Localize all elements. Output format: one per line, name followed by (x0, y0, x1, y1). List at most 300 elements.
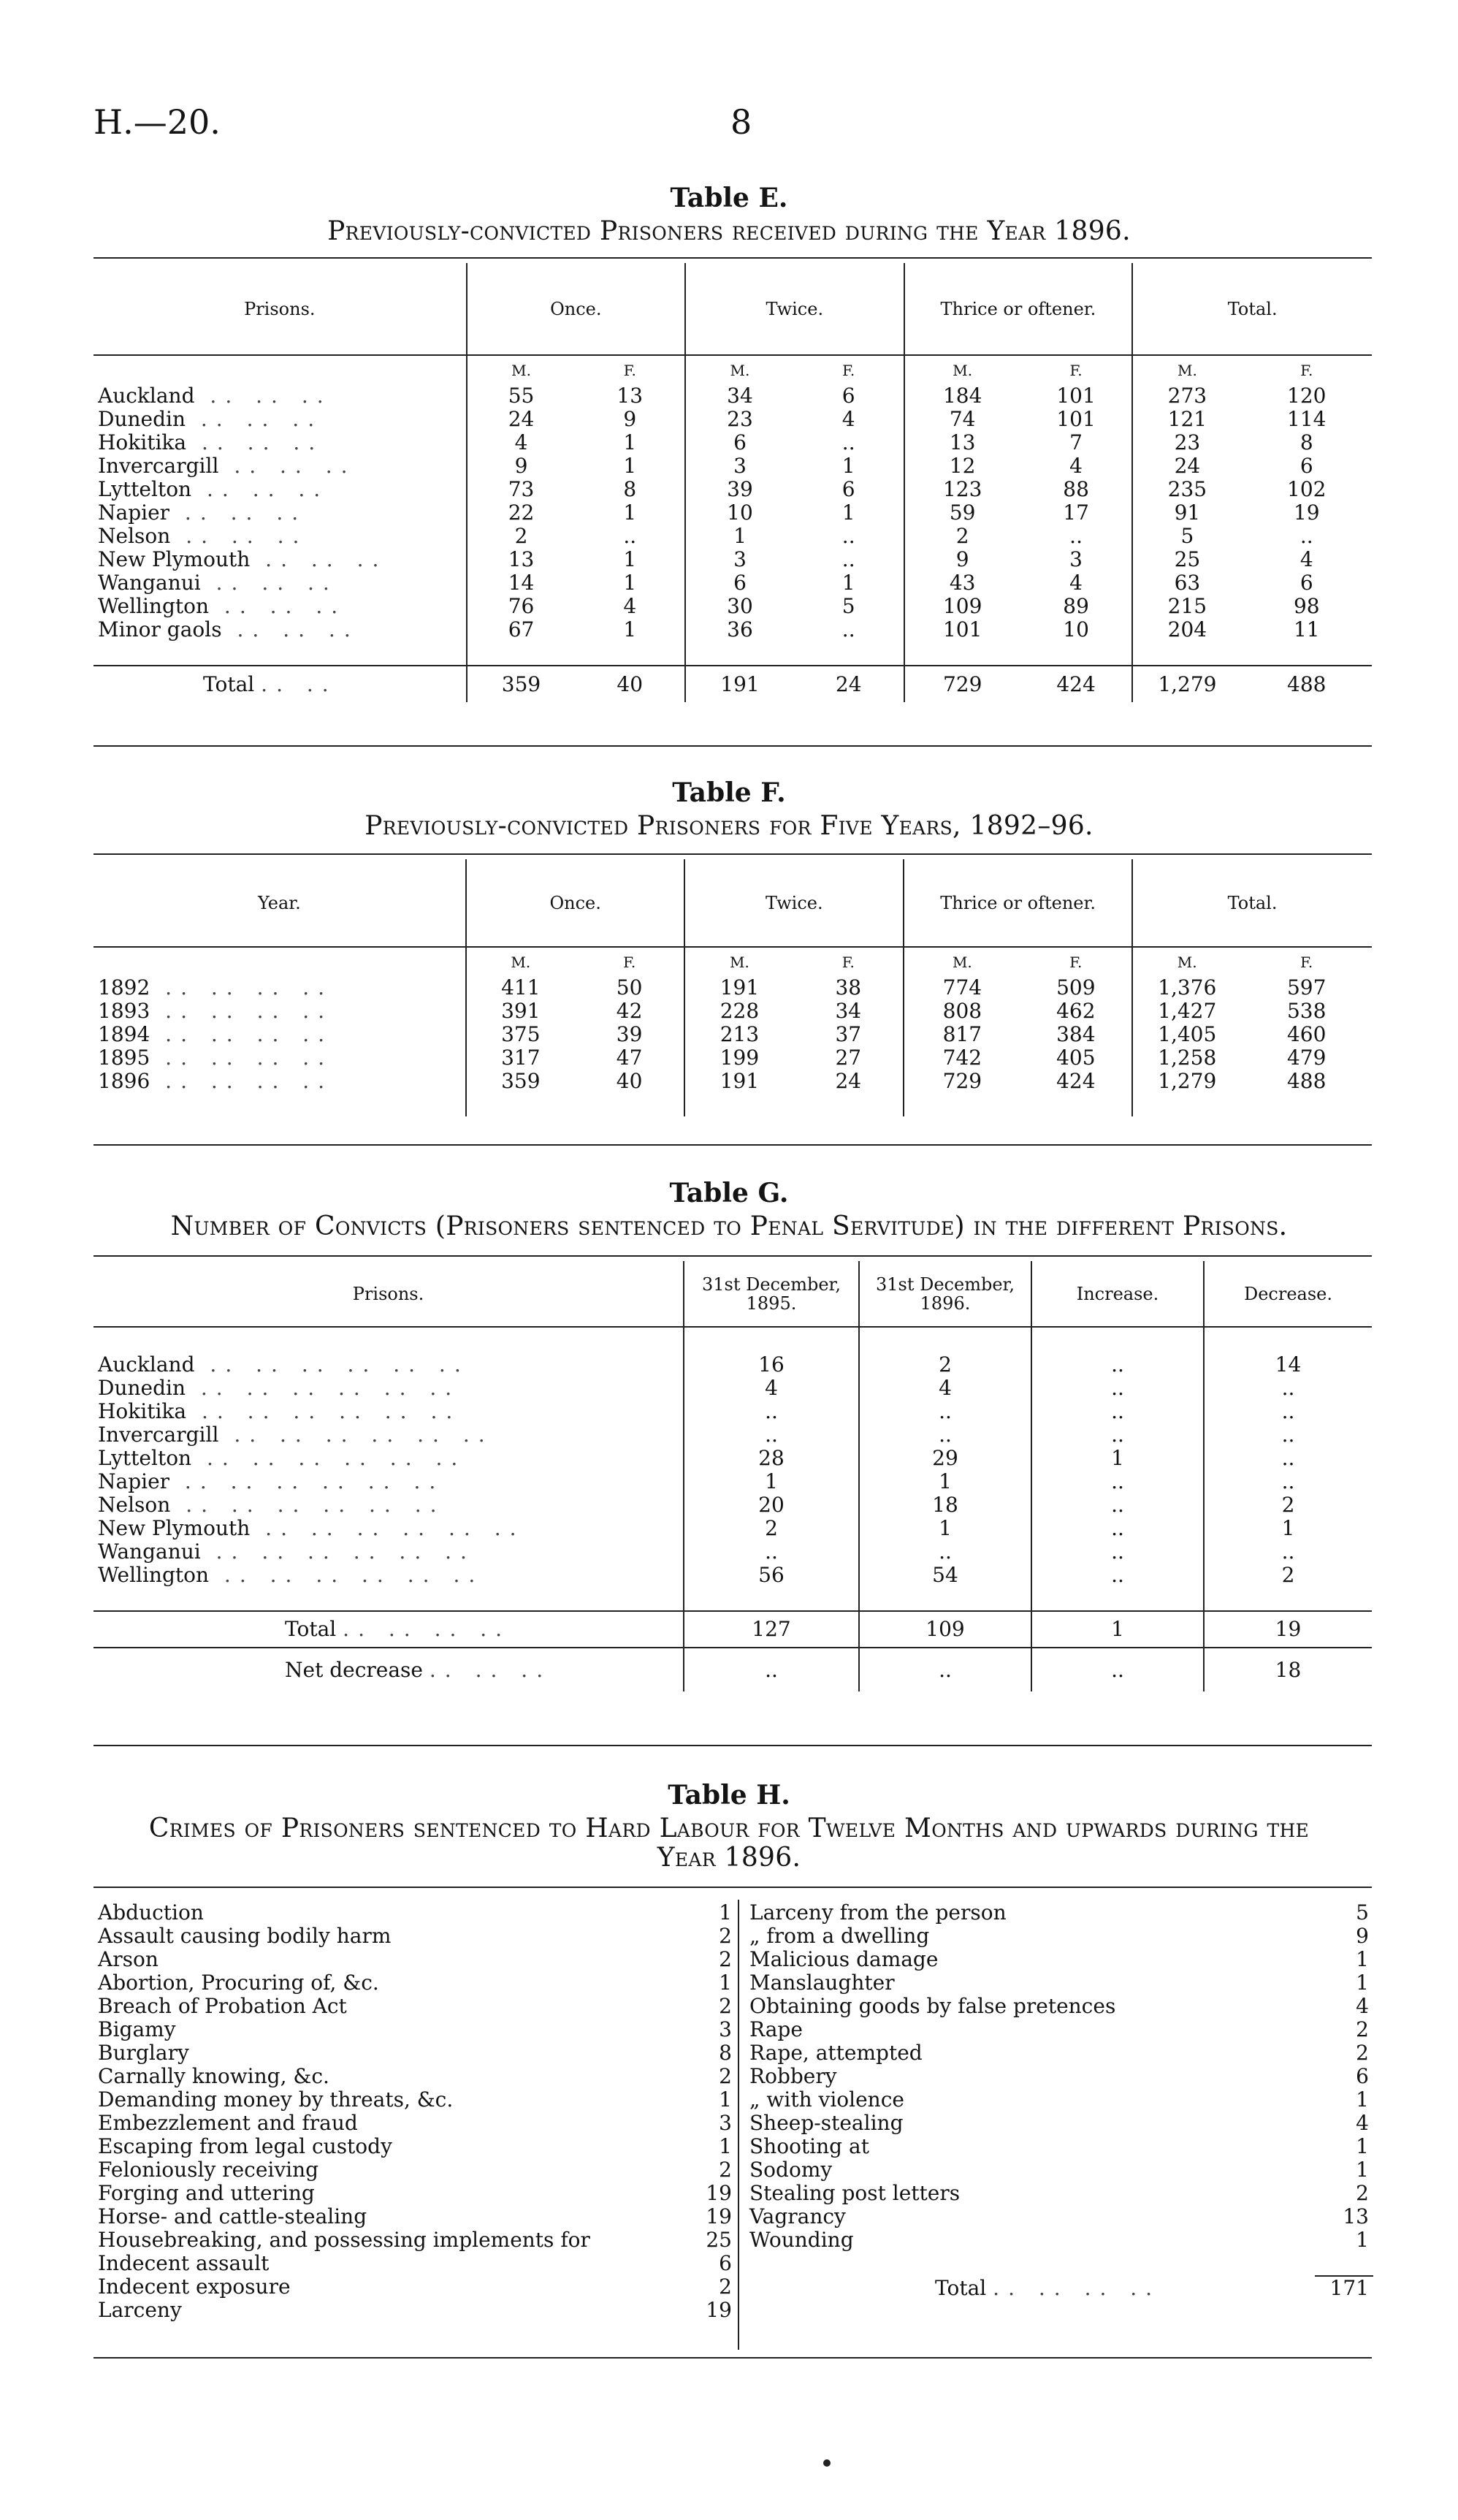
cell-value: 4 (1299, 547, 1313, 571)
cell-value: 24 (835, 1069, 862, 1093)
table-row (93, 408, 1372, 431)
cell-value: 1 (859, 1470, 1031, 1493)
table-h-subtitle-line2: Year 1896. (657, 1843, 801, 1873)
net-1895: .. (684, 1648, 859, 1691)
total-total-m: 1,279 (1132, 666, 1241, 702)
year-label: 1894 .. .. .. .. (98, 1022, 334, 1046)
cell-value: 411 (466, 976, 575, 1000)
cell-value: .. (1031, 1353, 1204, 1377)
prison-name: Invercargill .. .. .. (98, 454, 356, 478)
cell-value: .. (859, 1423, 1031, 1447)
table-g-bottom-rule (93, 1745, 1372, 1746)
crime-count: 1 (1356, 1947, 1369, 1971)
list-item (93, 2252, 736, 2275)
crime-count: 6 (719, 2251, 732, 2275)
list-item (745, 2112, 1373, 2135)
table-e (93, 263, 1372, 702)
list-item (93, 2205, 736, 2228)
total-twice-m: 191 (685, 666, 794, 702)
net-increase: .. (1031, 1648, 1204, 1691)
list-item (745, 2228, 1373, 2252)
cell-value: 36 (685, 618, 794, 642)
crime-name: Forging and uttering (98, 2181, 315, 2205)
prison-name: Wanganui .. .. .. (98, 571, 338, 595)
cell-value: 23 (685, 408, 794, 431)
table-g-top-rule (93, 1255, 1372, 1257)
m-label: M. (904, 947, 1020, 976)
col-1896-header: 31st December, 1896. (859, 1261, 1031, 1327)
total-total-f: 488 (1287, 671, 1327, 696)
list-item (93, 2228, 736, 2252)
cell-value: 729 (904, 1070, 1020, 1093)
cell-value: 460 (1286, 1022, 1327, 1046)
table-h-total-label: Total .. .. .. .. (935, 2275, 1161, 2300)
cell-value: 509 (1056, 975, 1096, 1000)
cell-value: 4 (1069, 454, 1083, 478)
table-row (93, 431, 1372, 454)
cell-value: 1 (1031, 1447, 1204, 1470)
cell-value: 6 (685, 431, 794, 454)
crime-count: 1 (1356, 2134, 1369, 2158)
cell-value: 1 (623, 547, 637, 571)
cell-value: 9 (904, 548, 1020, 571)
table-e-bottom-rule (93, 745, 1372, 747)
cell-value: .. (1031, 1400, 1204, 1423)
crime-count: 2 (719, 1924, 732, 1948)
cell-value: 5 (841, 594, 855, 618)
m-label: M. (684, 947, 793, 976)
crime-count: 4 (1356, 2111, 1369, 2135)
total-decrease: 19 (1204, 1611, 1372, 1648)
page-number: 8 (730, 102, 752, 142)
table-row (93, 1493, 1372, 1517)
f-label: F. (1069, 953, 1083, 971)
cell-value: 1 (841, 571, 855, 595)
cell-value: 120 (1287, 384, 1327, 408)
cell-value: .. (1031, 1493, 1204, 1517)
cell-value: .. (841, 547, 855, 571)
list-item (93, 2299, 736, 2322)
col-once-header: Once. (467, 263, 685, 355)
crime-count: 1 (719, 1971, 732, 1995)
cell-value: 204 (1132, 618, 1241, 642)
cell-value: 98 (1293, 594, 1320, 618)
cell-value: .. (623, 524, 637, 548)
table-row (93, 525, 1372, 548)
cell-value: 76 (467, 595, 576, 618)
prison-name: Hokitika .. .. .. (98, 430, 324, 454)
table-e-label: Table E. (670, 183, 788, 213)
crime-count: 8 (719, 2041, 732, 2065)
cell-value: 24 (1132, 454, 1241, 478)
table-f-bottom-rule (93, 1144, 1372, 1146)
prison-name: Dunedin .. .. .. .. .. .. (98, 1376, 461, 1400)
prison-name: Nelson .. .. .. .. .. .. (98, 1493, 446, 1517)
cell-value: 56 (684, 1564, 859, 1587)
cell-value: 2 (859, 1353, 1031, 1377)
table-row (93, 548, 1372, 571)
col-1895-header: 31st December, 1895. (684, 1261, 859, 1327)
cell-value: 123 (904, 478, 1020, 501)
cell-value: 1 (841, 500, 855, 525)
prison-name: Hokitika .. .. .. .. .. .. (98, 1399, 462, 1423)
cell-value: .. (841, 430, 855, 454)
crime-name: Indecent exposure (98, 2275, 291, 2299)
cell-value: 6 (1299, 454, 1313, 478)
cell-value: 488 (1286, 1069, 1327, 1093)
cell-value: 14 (467, 571, 576, 595)
crime-name: Obtaining goods by false pretences (749, 1994, 1116, 2018)
cell-value: 9 (623, 407, 637, 431)
cell-value: 538 (1286, 999, 1327, 1023)
table-f-subtitle: Previously-convicted Prisoners for Five Years, 1892–96. (364, 811, 1094, 841)
table-row (93, 478, 1372, 501)
cell-value: 37 (835, 1022, 862, 1046)
cell-value: 55 (467, 384, 576, 408)
col-total-header: Total. (1132, 263, 1372, 355)
list-item (745, 2088, 1373, 2112)
table-row (93, 618, 1372, 642)
m-label: M. (904, 355, 1020, 384)
crime-name: Larceny (98, 2298, 182, 2322)
crime-count: 2 (719, 2275, 732, 2299)
net-decrease-label: Net decrease .. .. .. (285, 1657, 552, 1682)
col-decrease-header: Decrease. (1204, 1261, 1372, 1327)
cell-value: .. (1031, 1470, 1204, 1493)
cell-value: .. (841, 524, 855, 548)
f-label: F. (841, 953, 855, 971)
cell-value: 29 (859, 1447, 1031, 1470)
col-prisons-header: Prisons. (244, 298, 316, 319)
list-item (93, 1971, 736, 1995)
crime-count: 1 (719, 2134, 732, 2158)
cell-value: 39 (616, 1022, 643, 1046)
prison-name: Napier .. .. .. .. .. .. (98, 1469, 445, 1493)
col-thrice-header: Thrice or oftener. (904, 263, 1133, 355)
cell-value: 213 (684, 1023, 793, 1046)
crime-count: 1 (1356, 2228, 1369, 2252)
table-f-top-rule (93, 853, 1372, 855)
prison-name: Invercargill .. .. .. .. .. .. (98, 1423, 494, 1447)
total-1895: 127 (684, 1611, 859, 1648)
cell-value: 91 (1132, 501, 1241, 525)
cell-value: 7 (1069, 430, 1083, 454)
cell-value: 38 (835, 975, 862, 1000)
page-reference: H.—20. (93, 102, 221, 142)
list-item (93, 2041, 736, 2065)
crime-count: 3 (719, 2017, 732, 2041)
total-twice-f: 24 (835, 671, 862, 696)
crime-name: Arson (98, 1947, 159, 1971)
col-total-header: Total. (1132, 859, 1372, 947)
table-row (93, 1377, 1372, 1400)
cell-value: 3 (1069, 547, 1083, 571)
prison-name: Auckland .. .. .. (98, 384, 332, 408)
table-row (93, 454, 1372, 478)
table-row (93, 1353, 1372, 1377)
cell-value: 1 (1204, 1517, 1372, 1540)
list-item (745, 2018, 1373, 2041)
cell-value: 8 (623, 477, 637, 501)
crime-count: 1 (719, 2087, 732, 2112)
crime-name: Embezzlement and fraud (98, 2111, 358, 2135)
table-row (93, 1470, 1372, 1493)
list-item (93, 2018, 736, 2041)
crime-name: Escaping from legal custody (98, 2134, 392, 2158)
table-row (93, 571, 1372, 595)
prison-name: Lyttelton .. .. .. .. .. .. (98, 1446, 467, 1470)
table-g-total-label: Total .. .. .. .. (285, 1617, 511, 1641)
cell-value: 4 (1069, 571, 1083, 595)
list-item (93, 2065, 736, 2088)
cell-value: 1 (623, 500, 637, 525)
cell-value: 405 (1056, 1046, 1096, 1070)
cell-value: 13 (904, 431, 1020, 454)
cell-value: 4 (841, 407, 855, 431)
cell-value: 1,427 (1132, 1000, 1241, 1023)
crime-name: „ with violence (749, 2087, 904, 2112)
table-h-label: Table H. (668, 1780, 790, 1811)
cell-value: 1 (623, 430, 637, 454)
cell-value: 43 (904, 571, 1020, 595)
cell-value: .. (1204, 1377, 1372, 1400)
prison-name: New Plymouth .. .. .. .. .. .. (98, 1516, 525, 1540)
col-year-header: Year. (258, 892, 301, 913)
crime-count: 19 (706, 2181, 732, 2205)
list-item (745, 2205, 1373, 2228)
list-item (93, 1901, 736, 1925)
cell-value: 101 (1056, 407, 1096, 431)
cell-value: 1 (623, 617, 637, 642)
cell-value: 24 (467, 408, 576, 431)
cell-value: 8 (1299, 430, 1313, 454)
table-h-total-value: 171 (1329, 2276, 1369, 2300)
cell-value: .. (1204, 1470, 1372, 1493)
cell-value: .. (1204, 1400, 1372, 1423)
cell-value: 817 (904, 1023, 1020, 1046)
cell-value: 1 (841, 454, 855, 478)
crime-count: 1 (1356, 1971, 1369, 1995)
cell-value: 359 (466, 1070, 575, 1093)
cell-value: 273 (1132, 384, 1241, 408)
table-f (93, 859, 1372, 1116)
crime-name: Feloniously receiving (98, 2158, 319, 2182)
crime-name: Abduction (98, 1900, 204, 1925)
list-item (93, 2158, 736, 2182)
prison-name: Wanganui .. .. .. .. .. .. (98, 1539, 476, 1564)
cell-value: .. (1204, 1423, 1372, 1447)
year-label: 1896 .. .. .. .. (98, 1069, 334, 1093)
cell-value: .. (1031, 1423, 1204, 1447)
prison-name: Minor gaols .. .. .. (98, 617, 359, 642)
crime-name: Breach of Probation Act (98, 1994, 347, 2018)
list-item (745, 2065, 1373, 2088)
crime-count: 9 (1356, 1924, 1369, 1948)
total-thrice-m: 729 (904, 666, 1020, 702)
table-row (93, 384, 1372, 408)
cell-value: .. (684, 1400, 859, 1423)
list-item (745, 2182, 1373, 2205)
f-label: F. (623, 953, 636, 971)
year-label: 1895 .. .. .. .. (98, 1046, 334, 1070)
cell-value: 4 (467, 431, 576, 454)
cell-value: 40 (616, 1069, 643, 1093)
cell-value: .. (1204, 1540, 1372, 1564)
cell-value: 13 (467, 548, 576, 571)
cell-value: 74 (904, 408, 1020, 431)
cell-value: 4 (684, 1377, 859, 1400)
cell-value: 14 (1204, 1353, 1372, 1377)
cell-value: 19 (1293, 500, 1320, 525)
cell-value: 102 (1287, 477, 1327, 501)
cell-value: 597 (1286, 975, 1327, 1000)
cell-value: .. (684, 1423, 859, 1447)
table-row (93, 1540, 1372, 1564)
f-label: F. (1300, 953, 1313, 971)
cell-value: 3 (685, 454, 794, 478)
cell-value: 191 (684, 1070, 793, 1093)
cell-value: 121 (1132, 408, 1241, 431)
cell-value: 1 (859, 1517, 1031, 1540)
cell-value: 34 (835, 999, 862, 1023)
cell-value: 30 (685, 595, 794, 618)
table-g-label: Table G. (669, 1178, 789, 1208)
cell-value: 39 (685, 478, 794, 501)
table-h-top-rule (93, 1887, 1372, 1888)
cell-value: 1 (684, 1470, 859, 1493)
cell-value: .. (1031, 1564, 1204, 1587)
cell-value: 191 (684, 976, 793, 1000)
list-item (745, 2158, 1373, 2182)
cell-value: 25 (1132, 548, 1241, 571)
table-row (93, 1000, 1372, 1023)
table-row (93, 1023, 1372, 1046)
cell-value: 215 (1132, 595, 1241, 618)
crime-name: Assault causing bodily harm (98, 1924, 392, 1948)
cell-value: 2 (1204, 1564, 1372, 1587)
cell-value: 199 (684, 1046, 793, 1070)
table-e-top-rule (93, 257, 1372, 259)
cell-value: 2 (467, 525, 576, 548)
col-increase-header: Increase. (1031, 1261, 1204, 1327)
table-row (93, 1423, 1372, 1447)
crime-count: 2 (719, 2064, 732, 2088)
list-item (93, 2135, 736, 2158)
total-thrice-f: 424 (1056, 671, 1096, 696)
crime-name: Sodomy (749, 2158, 833, 2182)
table-row (93, 1046, 1372, 1070)
cell-value: 4 (623, 594, 637, 618)
cell-value: 228 (684, 1000, 793, 1023)
table-row (93, 1070, 1372, 1093)
list-item (745, 1971, 1373, 1995)
cell-value: 47 (616, 1046, 643, 1070)
cell-value: 462 (1056, 999, 1096, 1023)
list-item (745, 1925, 1373, 1948)
cell-value: 6 (1299, 571, 1313, 595)
total-once-f: 40 (617, 671, 644, 696)
cell-value: 808 (904, 1000, 1020, 1023)
list-item (93, 1948, 736, 1971)
prison-name: New Plymouth .. .. .. (98, 547, 388, 571)
prison-name: Napier .. .. .. (98, 500, 308, 525)
cell-value: 6 (685, 571, 794, 595)
col-twice-header: Twice. (684, 859, 904, 947)
prison-name: Nelson .. .. .. (98, 524, 308, 548)
crime-name: Manslaughter (749, 1971, 895, 1995)
table-h-left (93, 1901, 736, 2322)
prison-name: Wellington .. .. .. (98, 594, 347, 618)
list-item (745, 1948, 1373, 1971)
prison-name: Auckland .. .. .. .. .. .. (98, 1352, 470, 1377)
crime-count: 2 (719, 1947, 732, 1971)
cell-value: 1 (623, 571, 637, 595)
crime-name: Stealing post letters (749, 2181, 961, 2205)
cell-value: 1,279 (1132, 1070, 1241, 1093)
table-e-subtitle: Previously-convicted Prisoners received during the Year 1896. (327, 216, 1131, 246)
total-1896: 109 (859, 1611, 1031, 1648)
cell-value: 384 (1056, 1022, 1096, 1046)
cell-value: 73 (467, 478, 576, 501)
cell-value: 2 (684, 1517, 859, 1540)
crime-count: 5 (1356, 1900, 1369, 1925)
year-label: 1893 .. .. .. .. (98, 999, 334, 1023)
f-label: F. (1069, 361, 1083, 379)
cell-value: 2 (1204, 1493, 1372, 1517)
cell-value: 50 (616, 975, 643, 1000)
list-item (93, 2112, 736, 2135)
table-h-divider (738, 1900, 739, 2350)
crime-count: 19 (706, 2204, 732, 2228)
cell-value: 9 (467, 454, 576, 478)
cell-value: 10 (1063, 617, 1089, 642)
cell-value: 1,258 (1132, 1046, 1241, 1070)
cell-value: 479 (1286, 1046, 1327, 1070)
crime-name: Abortion, Procuring of, &c. (98, 1971, 379, 1995)
cell-value: 101 (904, 618, 1020, 642)
m-label: M. (1132, 355, 1241, 384)
crime-name: Larceny from the person (749, 1900, 1007, 1925)
cell-value: 317 (466, 1046, 575, 1070)
table-row (93, 1447, 1372, 1470)
f-label: F. (623, 361, 636, 379)
list-item (93, 1995, 736, 2018)
m-label: M. (466, 947, 575, 976)
table-row (93, 1564, 1372, 1587)
cell-value: 109 (904, 595, 1020, 618)
crime-count: 13 (1343, 2204, 1369, 2228)
cell-value: 6 (841, 384, 855, 408)
list-item (93, 2088, 736, 2112)
cell-value: 13 (617, 384, 644, 408)
cell-value: 1 (685, 525, 794, 548)
cell-value: .. (841, 617, 855, 642)
list-item (93, 1925, 736, 1948)
m-label: M. (685, 355, 794, 384)
cell-value: 54 (859, 1564, 1031, 1587)
crime-name: Shooting at (749, 2134, 869, 2158)
list-item (745, 1901, 1373, 1925)
prison-name: Wellington .. .. .. .. .. .. (98, 1563, 484, 1587)
crime-name: Carnally knowing, &c. (98, 2064, 329, 2088)
total-once-m: 359 (467, 666, 576, 702)
crime-name: Horse- and cattle-stealing (98, 2204, 367, 2228)
cell-value: 2 (904, 525, 1020, 548)
crime-count: 2 (1356, 2041, 1369, 2065)
cell-value: 20 (684, 1493, 859, 1517)
cell-value: 6 (841, 477, 855, 501)
table-g-subtitle: Number of Convicts (Prisoners sentenced to Penal Servitude) in the different Prisons. (170, 1211, 1288, 1241)
